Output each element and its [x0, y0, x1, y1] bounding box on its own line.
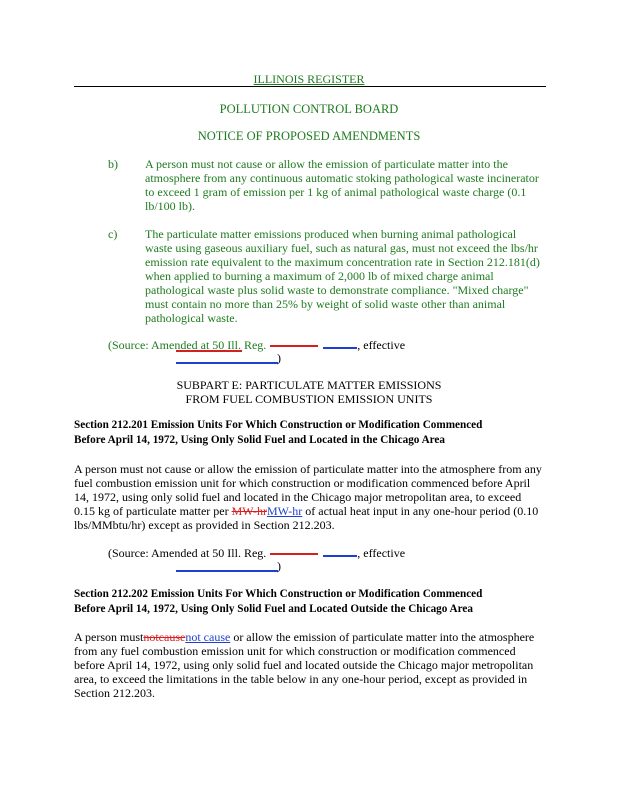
item-label-b: b)	[108, 157, 118, 171]
source-note-2	[108, 546, 558, 560]
deleted-text: MW-hr	[231, 504, 267, 518]
deleted-line	[176, 350, 242, 352]
deleted-text: notcause	[143, 630, 186, 644]
inserted-blank	[323, 555, 357, 557]
source-suffix: , effective	[357, 338, 406, 352]
deleted-blank	[270, 345, 318, 347]
source-suffix: , effective	[357, 546, 406, 560]
register-title: ILLINOIS REGISTER	[253, 72, 365, 86]
notice-title: NOTICE OF PROPOSED AMENDMENTS	[197, 129, 421, 143]
inserted-text: not cause	[185, 630, 231, 644]
inserted-line	[176, 570, 278, 572]
inserted-text: MW-hr	[266, 504, 303, 518]
item-label-c: c)	[108, 227, 118, 241]
section-202-body: A person mustnotcausenot cause or allow the emission of particulate matter into the atmosphere from any fuel combustion emission unit for which construction or modification commenced before April 14, 1972, using only solid fuel and located outside the Chicago major metropolitan area, to exceed the limitations in the table below in any one-hour period, except as provided in Section 212.203.	[74, 630, 535, 700]
inserted-blank	[323, 347, 357, 349]
section-202-title-2: Before April 14, 1972, Using Only Solid Fuel and Located Outside the Chicago Area	[74, 603, 473, 615]
board-title: POLLUTION CONTROL BOARD	[219, 102, 399, 116]
close-paren: )	[277, 351, 281, 365]
source-prefix: (Source: Amended at 50 Ill. Reg.	[108, 546, 267, 560]
section-201-title-2: Before April 14, 1972, Using Only Solid Fuel and Located in the Chicago Area	[74, 434, 445, 446]
section-202-title-1: Section 212.202 Emission Units For Which Construction or Modification Commenced	[74, 588, 483, 600]
subpart-heading-2: FROM FUEL COMBUSTION EMISSION UNITS	[185, 392, 433, 406]
source-prefix: (Source: Amended at 50 Ill. Reg.	[108, 338, 267, 352]
section-201-body: A person must not cause or allow the emission of particulate matter into the atmosphere from any fuel combustion emission unit for which construction or modification commenced before April 14, 1972, using only solid fuel and located in the Chicago major metropolitan area, to exceed 0.15 kg of particulate matter per MW-hrMW-hr of actual heat input in any one-hour period (0.10 lbs/MMbtu/hr) except as provided in Section 212.203.	[74, 462, 542, 532]
header-rule	[74, 86, 546, 87]
close-paren: )	[277, 559, 281, 573]
item-text-b: A person must not cause or allow the emission of particulate matter into the atmosphere from any continuous automatic stoking pathological waste incinerator to exceed 1 gram of emission per 1 kg of animal pathological waste charge (0.1 lb/100 lb).	[145, 157, 539, 213]
deleted-blank	[270, 553, 318, 555]
section-201-title-1: Section 212.201 Emission Units For Which Construction or Modification Commenced	[74, 419, 483, 431]
inserted-line	[176, 362, 278, 364]
item-text-c: The particulate matter emissions produced when burning animal pathological waste using gaseous auxiliary fuel, such as natural gas, must not exceed the lbs/hr emission rate equivalent to the maximum concentration rate in Section 212.181(d) when applied to burning a maximum of 2,000 lb of mixed charge animal pathological waste plus solid waste to demonstrate compliance. "Mixed charge" must contain no more than 25% by weight of solid waste other than animal pathological waste.	[145, 227, 540, 325]
subpart-heading-1: SUBPART E: PARTICULATE MATTER EMISSIONS	[176, 378, 442, 392]
